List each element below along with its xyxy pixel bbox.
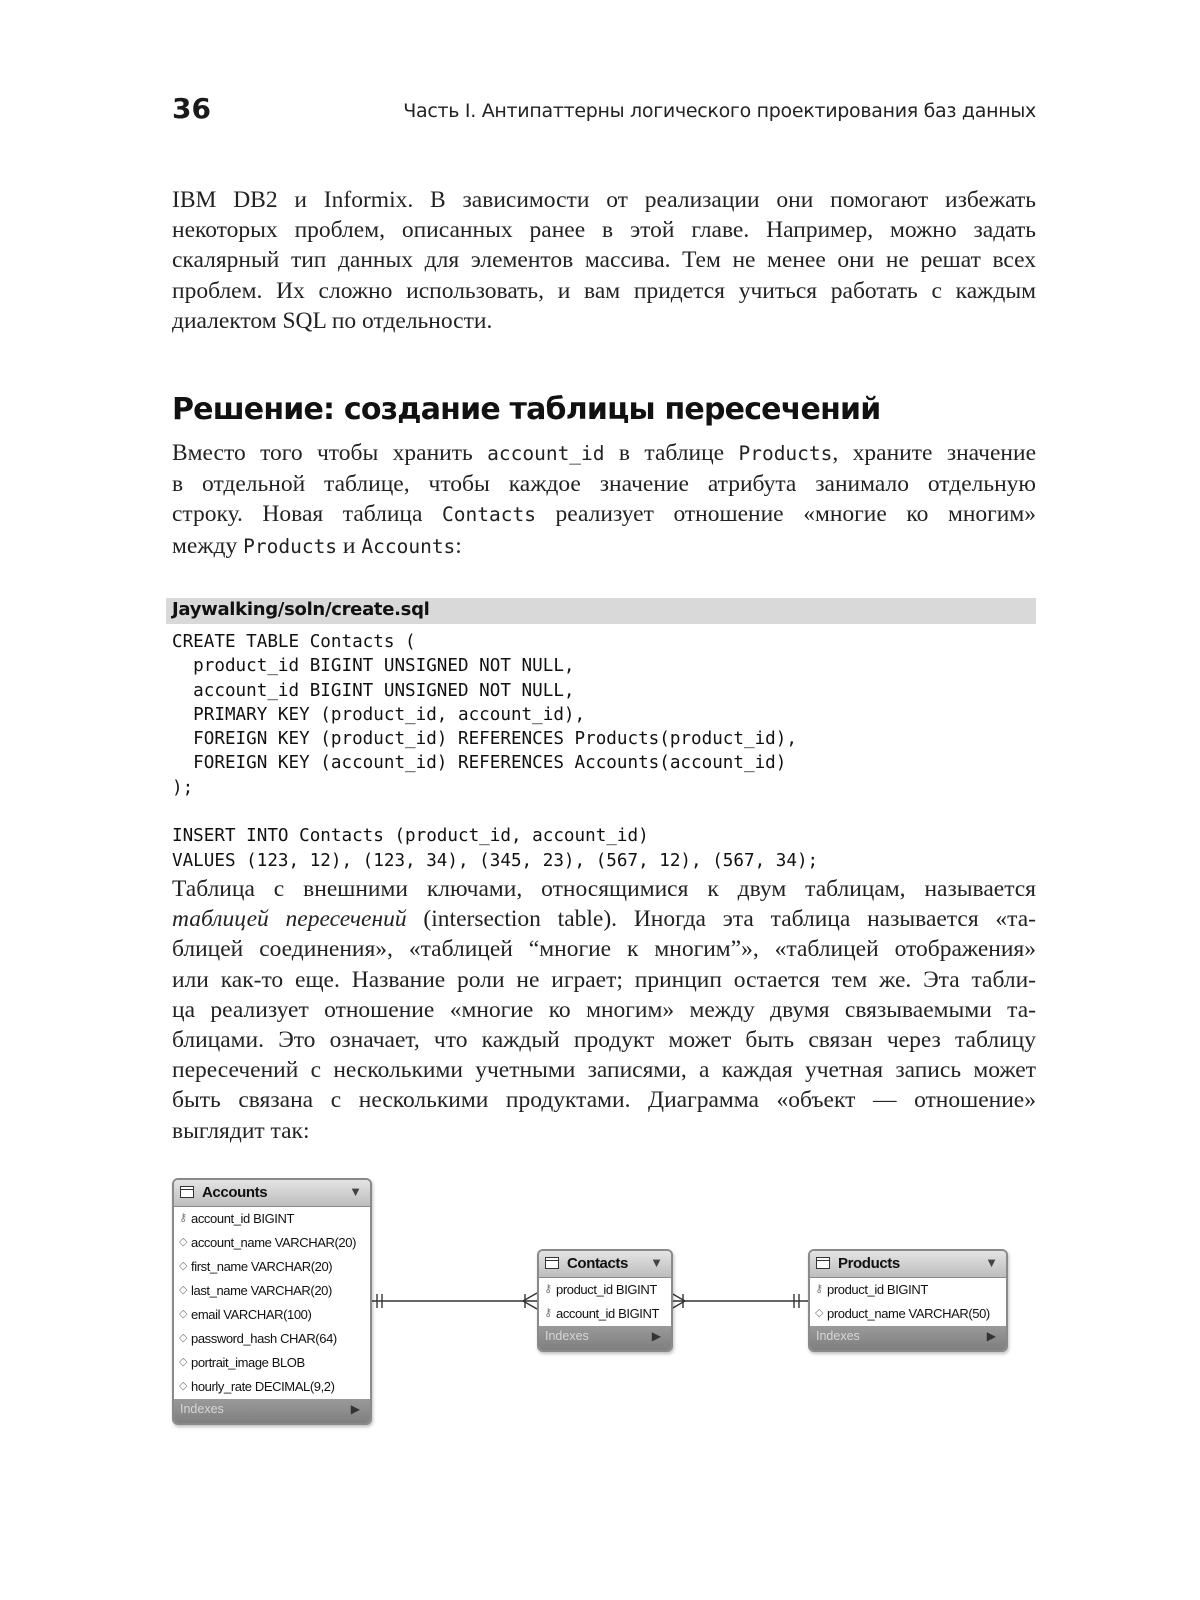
column-row <box>174 1279 370 1303</box>
key-icon: ⚷ <box>179 1212 187 1224</box>
expand-arrow-icon[interactable]: ▶ <box>986 1329 996 1343</box>
expand-arrow-icon[interactable]: ▶ <box>350 1402 360 1416</box>
text-line <box>172 438 1036 469</box>
indexes-label: Indexes <box>545 1329 589 1343</box>
entity-products[interactable] <box>808 1249 1008 1352</box>
text-line: выглядит так: <box>172 1117 310 1144</box>
listing-filename: Jaywalking/soln/create.sql <box>172 599 430 620</box>
column-name: password_hash CHAR(64) <box>191 1331 337 1346</box>
text-run: : <box>455 532 462 559</box>
inline-code: Contacts <box>442 503 536 527</box>
dropdown-triangle-icon[interactable]: ▼ <box>650 1255 663 1270</box>
diamond-icon: ◇ <box>178 1356 188 1368</box>
column-row <box>174 1255 370 1279</box>
entity-name: Products <box>838 1255 900 1272</box>
entity-name: Contacts <box>567 1255 628 1272</box>
column-row <box>174 1351 370 1375</box>
column-row <box>174 1303 370 1327</box>
column-name: product_id BIGINT <box>827 1282 928 1297</box>
intro-paragraph <box>172 185 1036 336</box>
column-name: portrait_image BLOB <box>191 1355 305 1370</box>
text-line: Таблица с внешними ключами, относящимися к двум таблицам, называется <box>172 876 1036 902</box>
indexes-label: Indexes <box>816 1329 860 1343</box>
entity-name: Accounts <box>202 1184 268 1201</box>
text-line: блицами. Это означает, что каждый продукт может быть связан через таблицу <box>172 1027 1036 1054</box>
inline-code: Products <box>738 442 833 465</box>
text-run: в таблице <box>604 440 739 466</box>
diamond-icon: ◇ <box>178 1284 188 1296</box>
key-icon: ⚷ <box>815 1283 823 1295</box>
column-name: product_name VARCHAR(50) <box>827 1306 990 1321</box>
dropdown-triangle-icon[interactable]: ▼ <box>985 1255 998 1270</box>
key-icon: ⚷ <box>544 1307 552 1319</box>
text-run: (intersection table). Иногда эта таблица называется «та- <box>406 906 1036 933</box>
indexes-label: Indexes <box>180 1402 224 1416</box>
diamond-icon: ◇ <box>178 1308 188 1320</box>
solution-paragraph <box>172 438 1036 562</box>
indexes-footer[interactable] <box>810 1326 1006 1350</box>
text-line <box>172 531 1036 562</box>
column-name: account_name VARCHAR(20) <box>191 1235 357 1250</box>
text-line: IBM DB2 и Informix. В зависимости от реализации они помогают избежать <box>172 187 1036 213</box>
sql-code-listing: CREATE TABLE Contacts ( product_id BIGINT UNSIGNED NOT NULL, account_id BIGINT UNSIGNED NOT NULL, PRIMARY KEY (product_id, account_id), FOREIGN KEY (product_id) REFERENCES Products(product_id), FOREIGN KEY (account_id) REFERENCES Accounts(account_id) ); INSERT INTO Contacts (product_id, account_id) VALUES (123, 12), (123, 34), (345, 23), (567, 12), (567, 34); <box>172 632 819 871</box>
entity-header <box>539 1251 671 1278</box>
diamond-icon: ◇ <box>178 1260 188 1272</box>
explanation-paragraph <box>172 874 1036 1146</box>
text-line: проблем. Их сложно использовать, и вам придется учиться работать с каждым <box>172 277 1036 304</box>
entity-header <box>174 1180 370 1207</box>
diamond-icon: ◇ <box>178 1332 188 1344</box>
column-row <box>810 1302 1006 1326</box>
column-name: last_name VARCHAR(20) <box>191 1283 332 1298</box>
column-row <box>174 1231 370 1255</box>
indexes-footer[interactable] <box>174 1399 370 1423</box>
column-row <box>174 1207 370 1231</box>
text-run: между <box>172 532 244 559</box>
text-line: диалектом SQL по отдельности. <box>172 307 493 334</box>
listing-title-bar <box>166 598 1036 624</box>
text-line <box>172 499 1036 530</box>
column-name: account_id BIGINT <box>556 1306 660 1321</box>
inline-code: Products <box>243 534 338 558</box>
section-heading: Решение: создание таблицы пересечений <box>172 392 881 427</box>
column-name: product_id BIGINT <box>556 1282 657 1297</box>
column-name: account_id BIGINT <box>191 1211 295 1226</box>
text-run: строку. Новая таблица <box>172 501 443 528</box>
expand-arrow-icon[interactable]: ▶ <box>651 1329 661 1343</box>
running-title: Часть I. Антипаттерны логического проектирования баз данных <box>403 100 1036 122</box>
italic-term: таблицей пересечений <box>172 906 407 933</box>
diamond-icon: ◇ <box>178 1236 188 1248</box>
diamond-icon: ◇ <box>178 1380 188 1392</box>
key-icon: ⚷ <box>544 1283 552 1295</box>
indexes-footer[interactable] <box>539 1326 671 1350</box>
column-row <box>174 1327 370 1351</box>
text-line: некоторых проблем, описанных ранее в этой главе. Например, можно задать <box>172 217 1036 244</box>
dropdown-triangle-icon[interactable]: ▼ <box>349 1184 362 1199</box>
text-run: реализует отношение «многие ко многим» <box>535 501 1036 528</box>
text-run: Вместо того чтобы хранить <box>172 440 488 466</box>
diamond-icon: ◇ <box>814 1307 824 1319</box>
entity-header <box>810 1251 1006 1278</box>
column-name: email VARCHAR(100) <box>191 1307 312 1322</box>
column-row <box>810 1278 1006 1302</box>
text-run: и <box>337 532 362 559</box>
column-name: hourly_rate DECIMAL(9,2) <box>191 1379 335 1394</box>
table-icon <box>816 1257 830 1269</box>
entity-accounts[interactable] <box>172 1178 372 1425</box>
text-line: в отдельной таблице, чтобы каждое значение атрибута занимало отдельную <box>172 471 1036 498</box>
column-row <box>174 1375 370 1399</box>
text-line <box>172 904 1036 934</box>
text-run: , храните значение <box>832 440 1037 466</box>
column-name: first_name VARCHAR(20) <box>191 1259 333 1274</box>
text-line: пересечений с несколькими учетными записями, а каждая учетная запись может <box>172 1057 1036 1084</box>
page-header <box>172 92 1036 132</box>
text-line: скалярный тип данных для элементов массива. Тем не менее они не решат всех <box>172 247 1036 274</box>
text-line: или как-то еще. Название роли не играет; принцип остается тем же. Эта табли- <box>172 966 1036 993</box>
text-line: быть связана с несколькими продуктами. Диаграмма «объект — отношение» <box>172 1087 1036 1114</box>
text-line: ца реализует отношение «многие ко многим» между двумя связываемыми та- <box>172 996 1036 1023</box>
column-row <box>539 1302 671 1326</box>
column-row <box>539 1278 671 1302</box>
table-icon <box>545 1257 559 1269</box>
inline-code: Accounts <box>361 534 456 558</box>
table-icon <box>180 1186 194 1198</box>
inline-code: account_id <box>487 442 605 465</box>
entity-contacts[interactable] <box>537 1249 673 1352</box>
page-number: 36 <box>172 92 211 125</box>
er-diagram <box>170 1184 1040 1455</box>
text-line: блицей соединения», «таблицей “многие к многим”», «таблицей отображения» <box>172 936 1036 963</box>
